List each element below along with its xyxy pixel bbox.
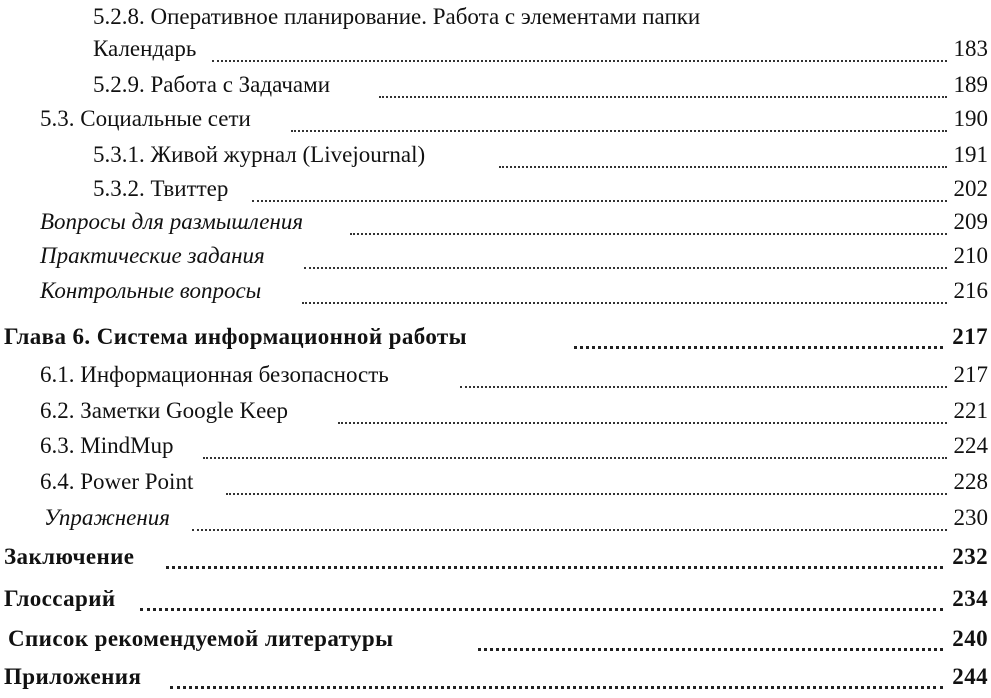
toc-entry-questions[interactable] xyxy=(0,207,991,243)
toc-entry-title: Глава 6. Система информационной работы xyxy=(4,324,467,349)
toc-entry-title: Приложения xyxy=(4,664,142,689)
dot-leader xyxy=(574,346,943,349)
toc-entry-title: Список рекомендуемой литературы xyxy=(8,626,394,651)
toc-entry-page: 209 xyxy=(953,209,988,234)
toc-entry-title: 6.3. MindMup xyxy=(40,433,174,458)
toc-entry-5-3-1[interactable] xyxy=(0,140,991,176)
toc-entry-title: 5.3. Социальные сети xyxy=(40,106,251,131)
toc-entry-page: 216 xyxy=(953,278,988,303)
toc-entry-page: 217 xyxy=(952,324,988,349)
toc-entry-page: 240 xyxy=(952,626,988,651)
toc-entry-title: 5.2.9. Работа с Задачами xyxy=(93,72,331,97)
dot-leader xyxy=(291,130,947,132)
dot-leader xyxy=(350,233,947,235)
dot-leader xyxy=(166,566,943,569)
toc-entry-5-2-8-cont[interactable] xyxy=(0,34,991,70)
dot-leader xyxy=(478,648,943,651)
toc-entry-chapter-6[interactable] xyxy=(0,322,991,358)
toc-entry-title: 6.1. Информационная безопасность xyxy=(40,362,389,387)
toc-entry-bibliography[interactable] xyxy=(0,624,991,660)
toc-entry-page: 221 xyxy=(953,398,988,423)
toc-entry-page: 224 xyxy=(953,433,988,458)
toc-entry-page: 202 xyxy=(953,176,988,201)
toc-entry-title: Практические задания xyxy=(40,243,265,268)
toc-entry-title: Вопросы для размышления xyxy=(40,209,304,234)
dot-leader xyxy=(170,686,943,689)
dot-leader xyxy=(499,166,947,168)
toc-entry-title: 5.3.1. Живой журнал (Livejournal) xyxy=(93,142,426,167)
toc-entry-page: 217 xyxy=(953,362,988,387)
toc-entry-page: 228 xyxy=(953,469,988,494)
toc-entry-6-4[interactable] xyxy=(0,467,991,503)
dot-leader xyxy=(212,60,947,62)
toc-entry-6-3[interactable] xyxy=(0,431,991,467)
toc-entry-title: Глоссарий xyxy=(4,586,116,611)
dot-leader xyxy=(192,529,947,531)
toc-entry-5-2-9[interactable] xyxy=(0,70,991,106)
dot-leader xyxy=(460,386,947,388)
dot-leader xyxy=(302,302,947,304)
toc-entry-page: 210 xyxy=(953,243,988,268)
toc-entry-6-2[interactable] xyxy=(0,396,991,432)
toc-entry-conclusion[interactable] xyxy=(0,542,991,578)
toc-entry-title: Упражнения xyxy=(44,505,170,530)
dot-leader xyxy=(379,96,947,98)
toc-entry-title: 6.4. Power Point xyxy=(40,469,194,494)
toc-entry-exercises[interactable] xyxy=(0,503,991,539)
toc-entry-page: 183 xyxy=(953,36,988,61)
toc-entry-title: Заключение xyxy=(4,544,135,569)
toc-entry-page: 189 xyxy=(953,72,988,97)
toc-entry-page: 244 xyxy=(952,664,988,689)
toc-entry-page: 190 xyxy=(953,106,988,131)
toc-entry-6-1[interactable] xyxy=(0,360,991,396)
toc-entry-appendices[interactable] xyxy=(0,662,991,698)
toc-entry-title: 5.2.8. Оперативное планирование. Работа с элементами папки xyxy=(93,4,701,29)
dot-leader xyxy=(140,608,943,611)
toc-entry-page: 232 xyxy=(952,544,988,569)
dot-leader xyxy=(338,422,947,424)
toc-entry-title: 5.3.2. Твиттер xyxy=(93,176,229,201)
dot-leader xyxy=(226,493,947,495)
dot-leader xyxy=(203,457,947,459)
toc-entry-title: 6.2. Заметки Google Keep xyxy=(40,398,289,423)
dot-leader xyxy=(304,267,947,269)
toc-entry-glossary[interactable] xyxy=(0,584,991,620)
toc-entry-5-3-2[interactable] xyxy=(0,174,991,210)
toc-entry-practical-tasks[interactable] xyxy=(0,241,991,277)
toc-entry-page: 230 xyxy=(953,505,988,530)
toc-entry-title: Контрольные вопросы xyxy=(40,278,262,303)
dot-leader xyxy=(252,200,947,202)
toc-entry-5-3[interactable] xyxy=(0,104,991,140)
toc-entry-5-2-8 xyxy=(0,2,991,38)
toc-entry-page: 234 xyxy=(952,586,988,611)
toc-entry-control-questions[interactable] xyxy=(0,276,991,312)
toc-entry-title: Календарь xyxy=(93,36,197,61)
toc-entry-page: 191 xyxy=(953,142,988,167)
